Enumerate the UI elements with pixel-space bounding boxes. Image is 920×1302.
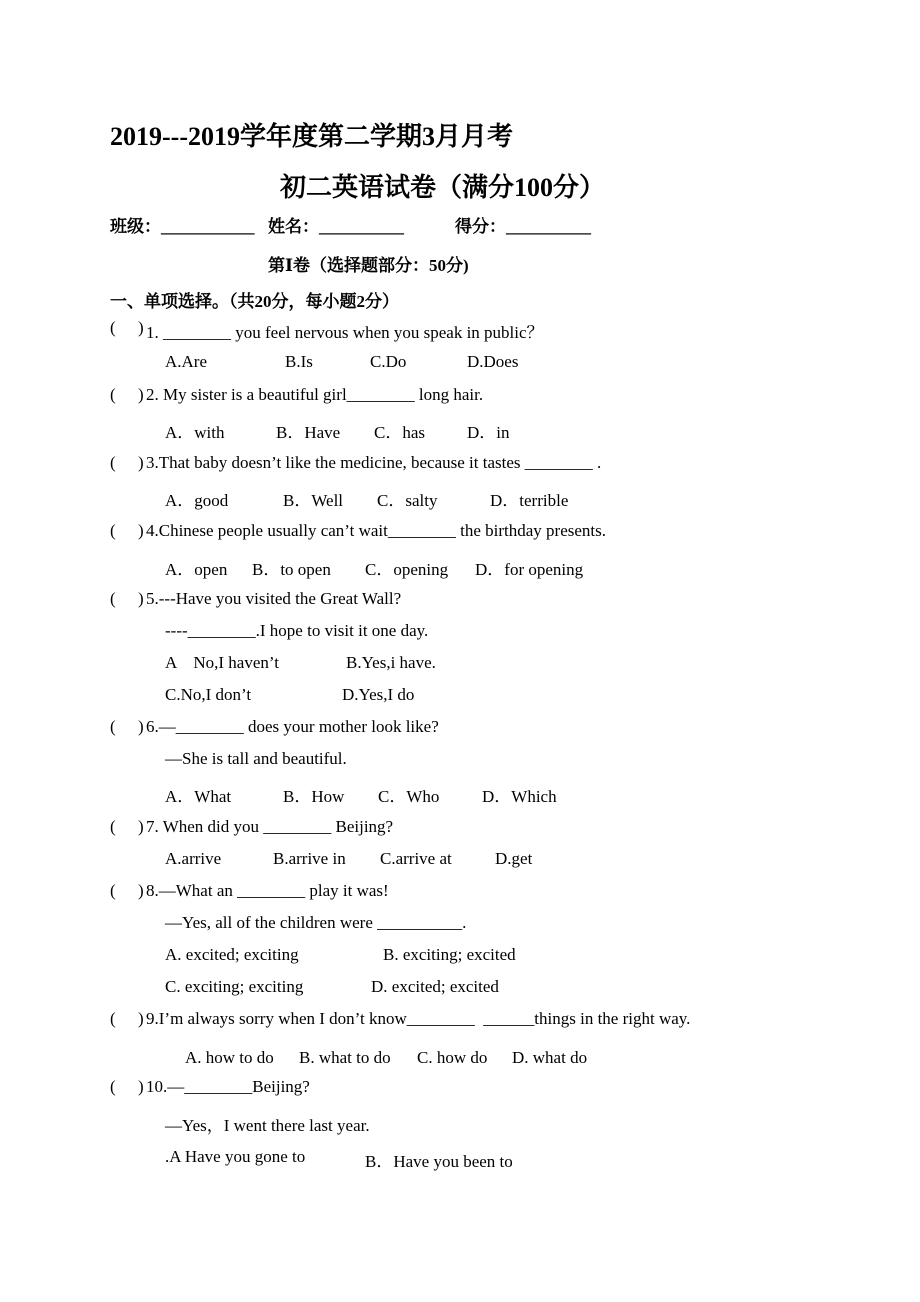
option-c: C.arrive at	[380, 849, 452, 868]
option-b: B．How	[283, 787, 345, 806]
option-a: .A Have you gone to	[165, 1147, 306, 1166]
answer-bracket-close: )	[138, 717, 144, 736]
question-stem: 10.—________Beijing?	[146, 1077, 310, 1096]
option-b: B．Well	[283, 491, 344, 510]
volume-title: 第Ⅰ卷（选择题部分：50分)	[268, 256, 469, 275]
answer-bracket-close: )	[138, 1009, 144, 1028]
answer-bracket-open: (	[110, 589, 116, 608]
class-field: 班级：___________	[110, 217, 255, 236]
name-field: 姓名：__________	[268, 217, 404, 236]
option-a: A．What	[165, 787, 232, 806]
option-a: A．open	[165, 560, 228, 579]
exam-title-line2: 初二英语试卷（满分100分）	[280, 173, 606, 202]
option-d: D. what do	[512, 1048, 588, 1067]
section1-title: 一、单项选择。（共20分，每小题2分）	[110, 292, 399, 311]
question-stem: 3.That baby doesn’t like the medicine, because it tastes ________ .	[146, 453, 602, 472]
option-d: D. excited; excited	[371, 977, 499, 996]
option-d: D.Does	[467, 352, 519, 371]
option-b: B．to open	[252, 560, 331, 579]
answer-bracket-open: (	[110, 453, 116, 472]
question-stem: 1. ________ you feel nervous when you speak in public？	[146, 323, 544, 342]
answer-bracket-open: (	[110, 1009, 116, 1028]
answer-bracket-close: )	[138, 318, 144, 337]
option-d: D.get	[495, 849, 533, 868]
answer-bracket-open: (	[110, 817, 116, 836]
option-a: A.Are	[165, 352, 208, 371]
dialogue-line: —Yes, all of the children were __________.	[165, 913, 467, 932]
answer-bracket-close: )	[138, 385, 144, 404]
option-c: C．Who	[378, 787, 440, 806]
option-a: A．good	[165, 491, 229, 510]
option-b: B. exciting; excited	[383, 945, 516, 964]
option-d: D.Yes,I do	[342, 685, 415, 704]
option-a: A．with	[165, 423, 225, 442]
question-stem: 5.---Have you visited the Great Wall?	[146, 589, 402, 608]
option-d: D．terrible	[490, 491, 569, 510]
question-stem: 7. When did you ________ Beijing?	[146, 817, 394, 836]
question-stem: 6.—________ does your mother look like?	[146, 717, 439, 736]
option-d: D．in	[467, 423, 510, 442]
answer-bracket-close: )	[138, 521, 144, 540]
option-a: A.arrive	[165, 849, 222, 868]
answer-bracket-close: )	[138, 453, 144, 472]
option-a: A. how to do	[185, 1048, 274, 1067]
exam-title-line1: 2019---2019学年度第二学期3月月考	[110, 122, 513, 151]
dialogue-line: ----________.I hope to visit it one day.	[165, 621, 429, 640]
option-c: C．salty	[377, 491, 438, 510]
answer-bracket-open: (	[110, 318, 116, 337]
answer-bracket-open: (	[110, 717, 116, 736]
question-stem: 9.I’m always sorry when I don’t know________ ______things in the right way.	[146, 1009, 691, 1028]
option-d: D．for opening	[475, 560, 584, 579]
option-d: D．Which	[482, 787, 557, 806]
option-c: C.No,I don’t	[165, 685, 252, 704]
option-c: C. how do	[417, 1048, 488, 1067]
option-b: B．Have you been to	[365, 1152, 513, 1171]
answer-bracket-close: )	[138, 1077, 144, 1096]
answer-bracket-close: )	[138, 817, 144, 836]
option-b: B.Is	[285, 352, 313, 371]
answer-bracket-close: )	[138, 881, 144, 900]
question-stem: 2. My sister is a beautiful girl________ long hair.	[146, 385, 484, 404]
dialogue-line: —Yes，I went there last year.	[165, 1116, 370, 1135]
dialogue-line: —She is tall and beautiful.	[165, 749, 347, 768]
option-a: A No,I haven’t	[165, 653, 279, 672]
option-b: B．Have	[276, 423, 341, 442]
answer-bracket-open: (	[110, 881, 116, 900]
option-c: C．opening	[365, 560, 449, 579]
option-a: A. excited; exciting	[165, 945, 299, 964]
question-stem: 4.Chinese people usually can’t wait________ the birthday presents.	[146, 521, 607, 540]
answer-bracket-open: (	[110, 385, 116, 404]
option-b: B.arrive in	[273, 849, 346, 868]
option-b: B. what to do	[299, 1048, 391, 1067]
option-b: B.Yes,i have.	[346, 653, 436, 672]
answer-bracket-open: (	[110, 1077, 116, 1096]
answer-bracket-open: (	[110, 521, 116, 540]
answer-bracket-close: )	[138, 589, 144, 608]
option-c: C.Do	[370, 352, 407, 371]
option-c: C. exciting; exciting	[165, 977, 304, 996]
score-field: 得分：__________	[455, 217, 591, 236]
question-stem: 8.—What an ________ play it was!	[146, 881, 389, 900]
option-c: C．has	[374, 423, 425, 442]
